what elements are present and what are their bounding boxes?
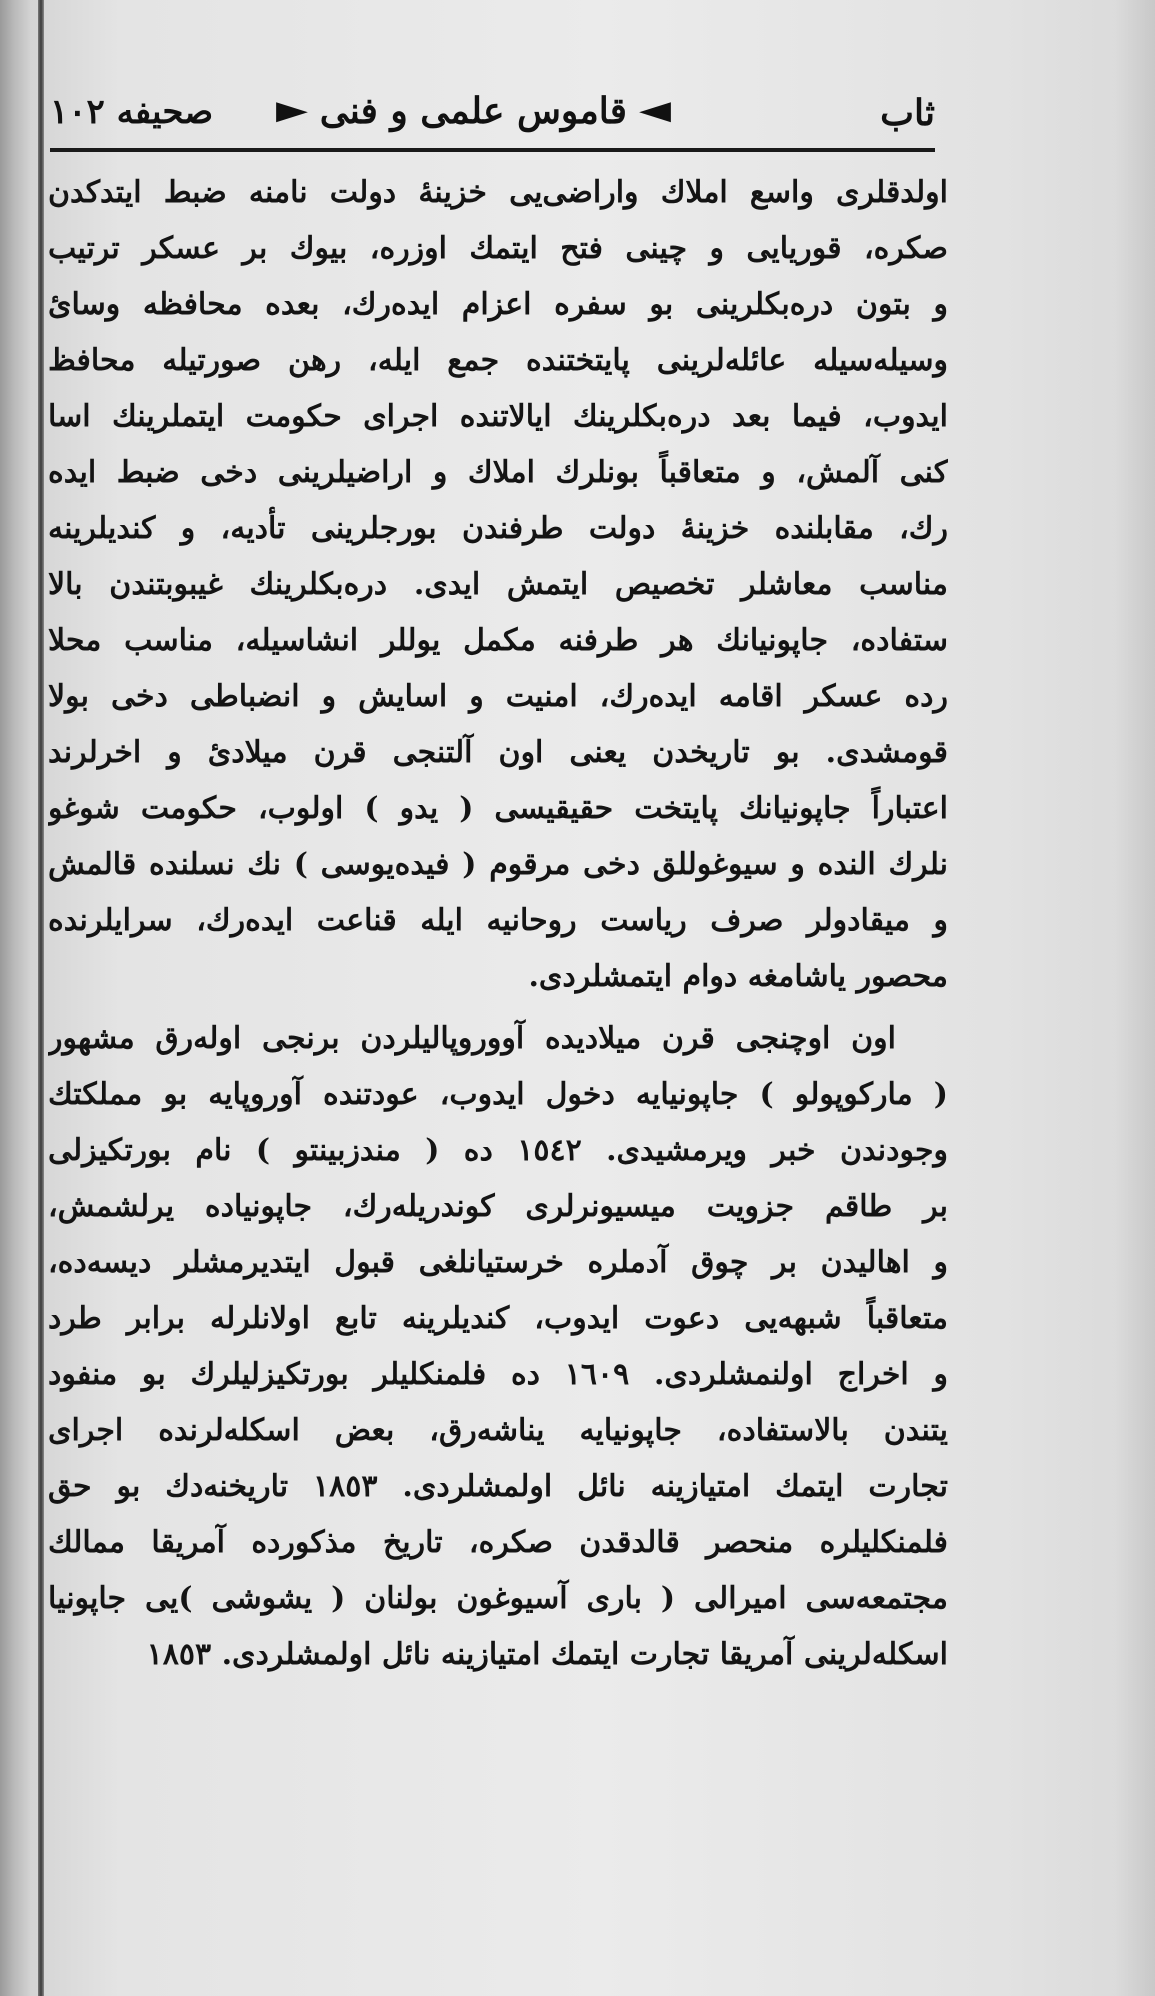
text-line: مجتمعه‌سى اميرالى ( بارى آسيوغون بولنان ( يشوشى )يى جاپونيا — [48, 1581, 948, 1616]
paragraph-1 — [48, 165, 948, 1005]
text-line: فلمنكليلره منحصر قالدقدن صكره، تاريخ مذكورده آمريقا ممالك — [48, 1525, 948, 1560]
text-line: اولدقلرى واسع املاك واراضى‌يى خزينهٔ دولت نامنه ضبط ايتدكدن — [48, 175, 948, 210]
text-line: كنى آلمش، و متعاقباً بونلرك املاك و اراضيلرينى دخى ضبط ايده — [48, 455, 948, 490]
ornament-left-icon: ◀ — [639, 96, 671, 126]
text-line: اعتباراً جاپونيانك پايتخت حقيقيسى ( يدو ) اولوب، حكومت شوغو — [48, 791, 948, 826]
text-line: متعاقباً شبهه‌يى دعوت ايدوب، كنديلرينه تابع اولانلرله برابر طرد — [48, 1301, 948, 1336]
header-title: قاموس علمى و فنى — [319, 90, 627, 132]
text-line: ( ماركوپولو ) جاپونيايه دخول ايدوب، عودتنده آوروپايه بو مملكتك — [48, 1077, 948, 1112]
text-line: محصور ياشامغه دوام ايتمشلردى. — [528, 959, 948, 994]
page-fold-line — [38, 0, 44, 1996]
text-line: و بتون دره‌بكلرينى بو سفره اعزام ايده‌رك، بعده محافظه وسائ — [48, 287, 948, 322]
running-header — [50, 86, 935, 148]
text-line: رك، مقابلنده خزينهٔ دولت طرفندن بورجلرينى تأديه، و كنديلرينه — [48, 511, 948, 546]
text-line: يتندن بالاستفاده، جاپونيايه يناشه‌رق، بعض اسكله‌لرنده اجراى — [48, 1413, 948, 1448]
ornament-right-icon: ▶ — [275, 96, 308, 126]
text-line: تجارت ايتمك امتيازينه نائل اولمشلردى. ١٨٥٣ تاريخنه‌دك بو حق — [48, 1469, 948, 1504]
body-text — [48, 165, 948, 1683]
text-line: و اهاليدن بر چوق آدملره خرستيانلغى قبول ايتديرمشلر ديسه‌ده، — [48, 1245, 948, 1280]
text-line: بر طاقم جزويت ميسيونرلرى كوندريله‌رك، جاپونياده يرلشمش، — [48, 1189, 948, 1224]
text-line: ايدوب، فيما بعد دره‌بكلرينك ايالاتنده اجراى حكومت ايتملرينك اسا — [48, 399, 948, 434]
text-line: قومشدى. بو تاريخدن يعنى اون آلتنجى قرن ميلادى‌ٔ و اخرلرند — [48, 735, 948, 770]
text-line: اون اوچنجى قرن ميلاديده آووروپاليلردن برنجى اوله‌رق مشهور — [48, 1021, 896, 1056]
header-page-number: صحيفه ١٠٢ — [50, 92, 214, 132]
text-line: اسكله‌لرينى آمريقا تجارت ايتمك امتيازينه نائل اولمشلردى. ١٨٥٣ — [146, 1637, 948, 1672]
header-section-word: ثاب — [880, 92, 935, 134]
paragraph-2 — [48, 1011, 948, 1683]
header-divider — [50, 148, 935, 152]
page-right-edge-shadow — [1115, 0, 1155, 1996]
text-line: و اخراج اولنمشلردى. ١٦٠٩ ده فلمنكليلر بورتكيزليلرك بو منفود — [48, 1357, 948, 1392]
text-line: وسيله‌سيله عائله‌لرينى پايتختنده جمع ايله، رهن صورتيله محافظ — [48, 343, 948, 378]
text-line: مناسب معاشلر تخصيص ايتمش ايدى. دره‌بكلرينك غيبوبتندن بالا — [48, 567, 948, 602]
text-line: و ميقادولر صرف رياست روحانيه ايله قناعت ايده‌رك، سرايلرنده — [48, 903, 948, 938]
text-line: رده عسكر اقامه ايده‌رك، امنيت و اسايش و انضباطى دخى بولا — [48, 679, 948, 714]
header-title-group — [275, 90, 671, 132]
text-line: وجودندن خبر ويرمشيدى. ١٥٤٢ ده ( مندزبينتو ) نام بورتكيزلى — [48, 1133, 948, 1168]
text-line: صكره، قوريايى و چينى فتح ايتمك اوزره، بيوك بر عسكر ترتيب — [48, 231, 948, 266]
text-line: نلرك النده و سيوغوللق دخى مرقوم ( فيده‌يوسى ) نك نسلنده قالمش — [48, 847, 948, 882]
page-left-margin-shadow — [0, 0, 30, 1996]
text-line: ستفاده، جاپونيانك هر طرفنه مكمل يوللر انشاسيله، مناسب محلا — [48, 623, 948, 658]
